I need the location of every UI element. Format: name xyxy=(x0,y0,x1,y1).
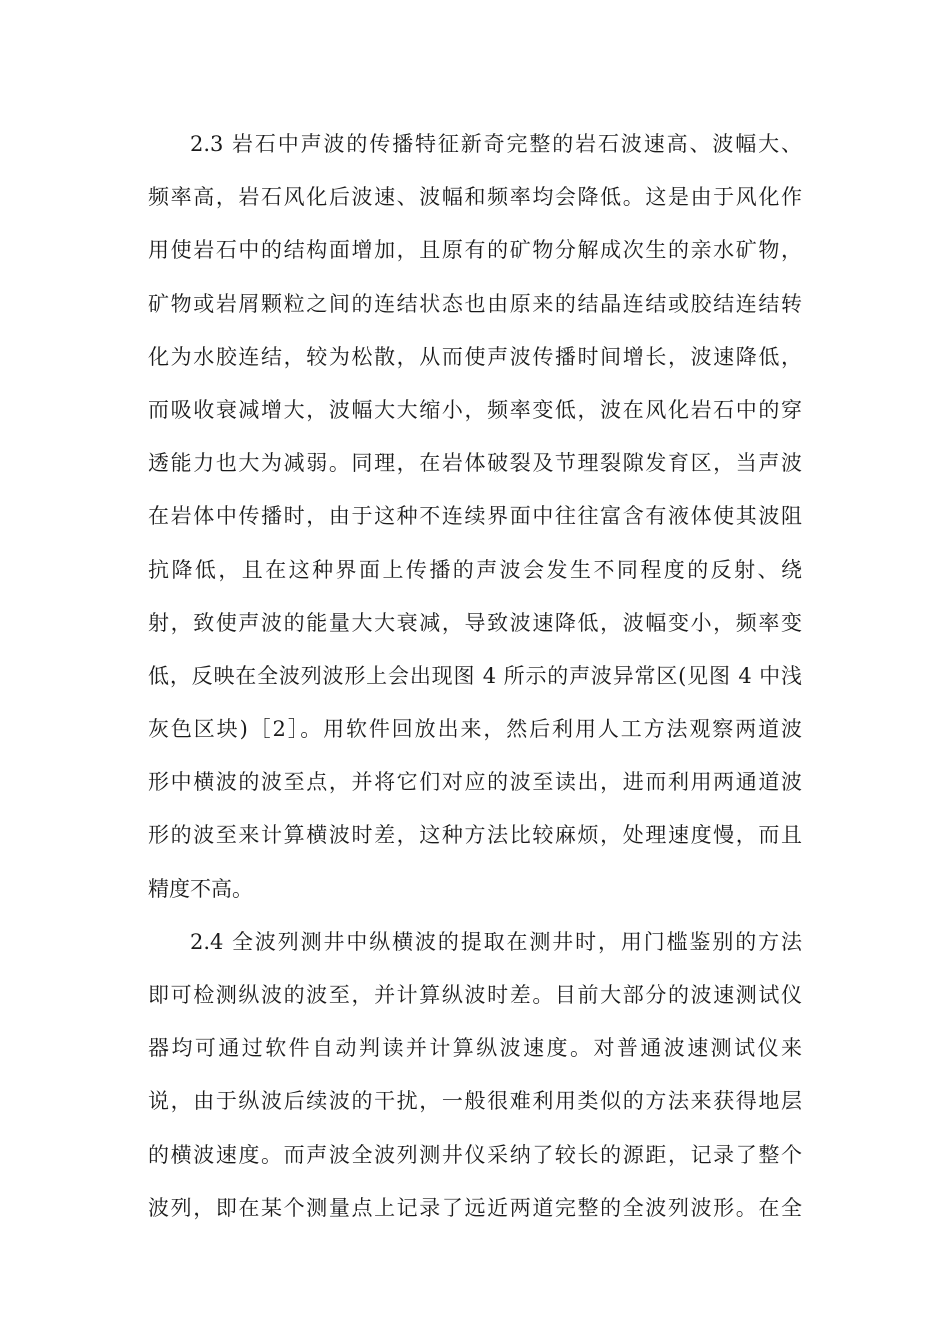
paragraph-2-3-line: 低，反映在全波列波形上会出现图 4 所示的声波异常区(见图 4 中浅 xyxy=(148,663,802,688)
paragraph-2-3-line: 矿物或岩屑颗粒之间的连结状态也由原来的结晶连结或胶结连结转 xyxy=(148,291,802,316)
paragraph-2-3-line: 射，致使声波的能量大大衰减，导致波速降低，波幅变小，频率变 xyxy=(148,610,802,635)
paragraph-2-3-line: 而吸收衰减增大，波幅大大缩小，频率变低，波在风化岩石中的穿 xyxy=(148,397,802,422)
paragraph-2-4-line: 波列，即在某个测量点上记录了远近两道完整的全波列波形。在全 xyxy=(148,1195,802,1220)
paragraph-2-4-line: 2.4 全波列测井中纵横波的提取在测井时，用门槛鉴别的方法 xyxy=(190,929,802,954)
paragraph-2-3-line: 频率高，岩石风化后波速、波幅和频率均会降低。这是由于风化作 xyxy=(148,185,802,210)
paragraph-2-3-line: 形的波至来计算横波时差，这种方法比较麻烦，处理速度慢，而且 xyxy=(148,823,802,848)
paragraph-2-3-line: 在岩体中传播时，由于这种不连续界面中往往富含有液体使其波阻 xyxy=(148,504,802,529)
paragraph-2-4-line: 的横波速度。而声波全波列测井仪采纳了较长的源距，记录了整个 xyxy=(148,1142,802,1167)
paragraph-2-4-line: 即可检测纵波的波至，并计算纵波时差。目前大部分的波速测试仪 xyxy=(148,983,802,1007)
body-text xyxy=(148,118,802,1235)
paragraph-2-3-line: 抗降低，且在这种界面上传播的声波会发生不同程度的反射、绕 xyxy=(148,557,802,582)
paragraph-2-3-line: 精度不高。 xyxy=(148,876,253,901)
paragraph-2-3-line: 灰色区块)［2］。用软件回放出来，然后利用人工方法观察两道波 xyxy=(148,717,802,742)
paragraph-2-3-line: 2.3 岩石中声波的传播特征新奇完整的岩石波速高、波幅大、 xyxy=(190,132,802,156)
paragraph-2-3-line: 透能力也大为减弱。同理，在岩体破裂及节理裂隙发育区，当声波 xyxy=(148,451,802,476)
paragraph-2-4-line: 器均可通过软件自动判读并计算纵波速度。对普通波速测试仪来 xyxy=(148,1036,802,1061)
paragraph-2-3-line: 形中横波的波至点，并将它们对应的波至读出，进而利用两通道波 xyxy=(148,770,802,795)
paragraph-2-4-line: 说，由于纵波后续波的干扰，一般很难利用类似的方法来获得地层 xyxy=(148,1089,802,1114)
paragraph-2-3-line: 化为水胶连结，较为松散，从而使声波传播时间增长，波速降低， xyxy=(148,344,802,369)
paragraph-2-3-line: 用使岩石中的结构面增加，且原有的矿物分解成次生的亲水矿物， xyxy=(148,238,802,263)
